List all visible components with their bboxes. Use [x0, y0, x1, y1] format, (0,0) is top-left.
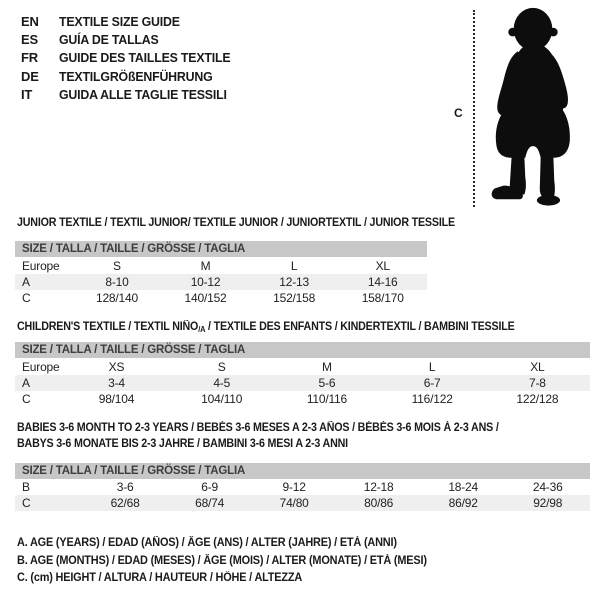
children-table-title: CHILDREN'S TEXTILE / TEXTIL $NIÑO_{/A}$ / TEXTILE DES ENFANTS / KINDERTEXTIL / BAMBINI TESSILE	[17, 321, 515, 334]
babies-table-title-line1: BABIES 3-6 MONTH TO 2-3 YEARS / BEBÉS 3-6 MESES A 2-3 AÑOS / BÉBÉS 3-6 MOIS À 2-3 ANS /	[17, 422, 499, 434]
size-cell: 9-12	[282, 480, 306, 494]
size-cell: 62/68	[110, 496, 140, 510]
size-cell: 92/98	[533, 496, 563, 510]
size-cell: 110/116	[306, 392, 348, 406]
size-cell: 86/92	[448, 496, 478, 510]
height-measure-figure	[440, 0, 600, 215]
list-item	[21, 86, 239, 104]
lang-code-en: EN	[21, 13, 39, 29]
junior-size-header: SIZE / TALLA / TAILLE / GRÖSSE / TAGLIA	[15, 241, 427, 257]
legend-line-b: B. AGE (MONTHS) / EDAD (MESES) / ÂGE (MOIS) / ALTER (MONATE) / ETÀ (MESI)	[17, 554, 427, 567]
size-cell: 3-6	[116, 480, 134, 494]
table-row	[15, 358, 590, 375]
size-cell: S	[113, 258, 121, 273]
lang-code-fr: FR	[21, 50, 38, 66]
lang-title-it: GUIDA ALLE TAGLIE TESSILI	[59, 87, 227, 103]
size-cell: 80/86	[364, 496, 394, 510]
size-cell: M	[322, 359, 332, 374]
row-label: C	[22, 291, 31, 305]
row-label: C	[22, 392, 31, 406]
lang-code-de: DE	[21, 68, 39, 84]
junior-table	[15, 241, 427, 306]
size-cell: 104/110	[201, 392, 243, 406]
size-cell: XS	[108, 359, 125, 374]
size-cell: L	[428, 359, 436, 374]
lang-title-en: TEXTILE SIZE GUIDE	[59, 13, 180, 29]
table-row	[15, 257, 427, 274]
legend-line-a: A. AGE (YEARS) / EDAD (AÑOS) / ÂGE (ANS) / ALTER (JAHRE) / ETÀ (ANNI)	[17, 537, 397, 549]
size-cell: 14-16	[367, 275, 398, 289]
legend-line-c: C. (cm) HEIGHT / ALTURA / HAUTEUR / HÖHE / ALTEZZA	[17, 572, 303, 584]
size-cell: 5-6	[318, 376, 336, 390]
row-label: B	[22, 480, 30, 494]
size-cell: 122/128	[516, 392, 559, 406]
table-row	[15, 375, 590, 391]
size-cell: 68/74	[195, 496, 225, 510]
size-cell: 74/80	[279, 496, 309, 510]
size-cell: 12-18	[363, 480, 394, 494]
size-cell: 8-10	[105, 275, 129, 289]
size-cell: 4-5	[213, 376, 231, 390]
size-cell: 152/158	[273, 291, 316, 305]
junior-table-title: JUNIOR TEXTILE / TEXTIL JUNIOR/ TEXTILE JUNIOR / JUNIORTEXTIL / JUNIOR TESSILE	[17, 217, 455, 229]
table-row	[15, 479, 590, 495]
size-cell: 98/104	[98, 392, 135, 406]
size-cell: 6-9	[201, 480, 218, 494]
row-label: Europe	[22, 359, 60, 374]
size-cell: S	[217, 359, 226, 374]
size-cell: 12-13	[279, 275, 309, 289]
babies-size-header: SIZE / TALLA / TAILLE / GRÖSSE / TAGLIA	[15, 463, 590, 479]
list-item	[21, 49, 239, 67]
lang-title-es: GUÍA DE TALLAS	[59, 32, 159, 48]
row-label: A	[22, 275, 30, 289]
table-row	[15, 274, 427, 290]
lang-code-it: IT	[21, 87, 33, 103]
lang-title-de: TEXTILGRÖßENFÜHRUNG	[59, 68, 213, 84]
lang-title-fr: GUIDE DES TAILLES TEXTILE	[59, 50, 231, 66]
row-label: C	[22, 496, 31, 510]
row-label: Europe	[22, 258, 60, 273]
size-cell: 10-12	[190, 275, 221, 289]
size-cell: 116/122	[411, 392, 453, 406]
size-cell: 158/170	[361, 291, 404, 305]
size-cell: XL	[530, 359, 545, 374]
size-cell: M	[200, 258, 211, 273]
children-table	[15, 342, 590, 407]
babies-table	[15, 463, 590, 511]
size-cell: 128/140	[95, 291, 138, 305]
size-cell: L	[290, 258, 298, 273]
table-row	[15, 391, 590, 407]
row-label: A	[22, 376, 30, 390]
language-title-list	[21, 12, 239, 104]
measure-label-c: C	[454, 106, 463, 120]
size-cell: 3-4	[108, 376, 125, 390]
list-item	[21, 30, 239, 48]
lang-code-es: ES	[21, 32, 38, 48]
list-item	[21, 12, 239, 30]
children-size-header: SIZE / TALLA / TAILLE / GRÖSSE / TAGLIA	[15, 342, 590, 358]
subscript-a: /A	[198, 325, 206, 334]
list-item	[21, 67, 239, 85]
height-dotted-line	[473, 10, 475, 207]
size-cell: XL	[375, 258, 390, 273]
size-cell: 140/152	[184, 291, 227, 305]
table-row	[15, 495, 590, 511]
baby-silhouette-icon	[482, 5, 584, 208]
size-cell: 18-24	[448, 480, 479, 494]
size-cell: 24-36	[532, 480, 563, 494]
measure-legend	[17, 535, 448, 588]
size-cell: 6-7	[423, 376, 441, 390]
size-cell: 7-8	[529, 376, 546, 390]
table-row	[15, 290, 427, 306]
babies-table-title-line2: BABYS 3-6 MONATE BIS 2-3 JAHRE / BAMBINI 3-6 MESI A 2-3 ANNI	[17, 438, 348, 450]
